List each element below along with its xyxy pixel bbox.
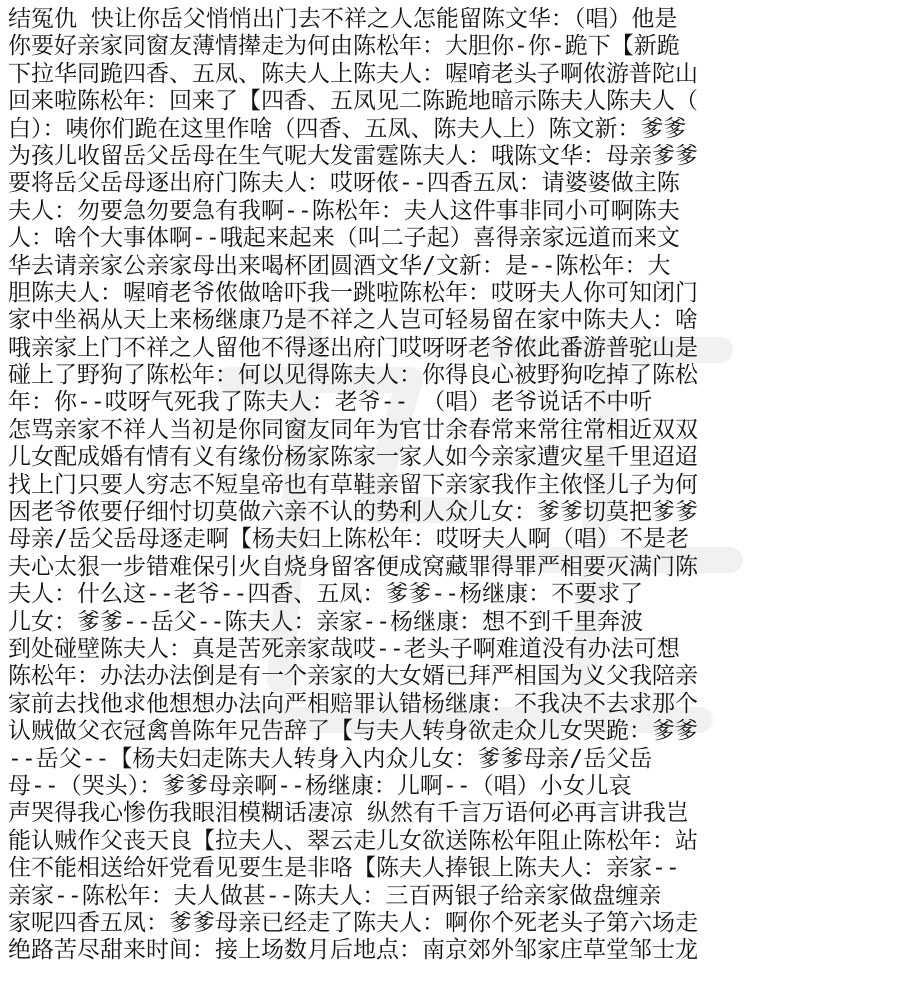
text-line: 家中坐祸从天上来杨继康乃是不祥之人岂可轻易留在家中陈夫人：啥	[8, 307, 698, 334]
text-line: 结冤仇 快让你岳父悄悄出门去不祥之人怎能留陈文华：（唱）他是	[8, 6, 678, 32]
text-line: 夫人：什么这--老爷--四香、五凤：爹爹--杨继康：不要求了	[8, 581, 644, 608]
text-line: 家呢四香五凤：爹爹母亲已经走了陈夫人：啊你个死老头子第六场走	[8, 909, 698, 936]
text-line: 母--（哭头）：爹爹母亲啊--杨继康：儿啊--（唱）小女儿哀	[8, 772, 632, 799]
text-line: 找上门只要人穷志不短皇帝也有草鞋亲留下亲家我作主侬怪儿子为何	[8, 471, 698, 498]
text-line: 碰上了野狗了陈松年：何以见得陈夫人：你得良心被野狗吃掉了陈松	[8, 362, 698, 389]
text-line: 住不能相送给奸党看见要生是非咯【陈夫人捧银上陈夫人：亲家--	[8, 855, 680, 882]
text-line: 年：你--哎呀气死我了陈夫人：老爷-- （唱）老爷说话不中听	[8, 389, 653, 416]
text-line: 为孩儿收留岳父岳母在生气呢大发雷霆陈夫人：哦陈文华：母亲爹爹	[8, 142, 698, 169]
text-line: 家前去找他求他想想办法向严相赔罪认错杨继康：不我决不去求那个	[8, 690, 698, 717]
script-text-block	[8, 6, 892, 965]
text-line: 夫人：勿要急勿要急有我啊--陈松年：夫人这件事非同小可啊陈夫	[8, 197, 680, 224]
text-line: 白）：咦你们跪在这里作啥（四香、五凤、陈夫人上）陈文新：爹爹	[8, 115, 687, 142]
text-line: 华去请亲家公亲家母出来喝杯团圆酒文华/文新：是--陈松年：大	[8, 252, 671, 279]
text-line: 夫心太狠一步错难保引火自烧身留客便成窝藏罪得罪严相要灭满门陈	[8, 553, 698, 580]
text-line: 你要好亲家同窗友薄情撵走为何由陈松年：大胆你-你-跪下【新跪	[8, 33, 680, 60]
text-line: 亲家--陈松年：夫人做甚--陈夫人：三百两银子给亲家做盘缠亲	[8, 882, 662, 909]
text-line: 怎骂亲家不祥人当初是你同窗友同年为官廿余春常来常往常相近双双	[8, 416, 698, 443]
text-line: 陈松年：办法办法倒是有一个亲家的大女婿已拜严相国为义父我陪亲	[8, 663, 698, 690]
text-line: 到处碰壁陈夫人：真是苦死亲家哉哎--老头子啊难道没有办法可想	[8, 635, 680, 662]
text-line: 回来啦陈松年：回来了【四香、五凤见二陈跪地暗示陈夫人陈夫人（	[8, 88, 698, 115]
text-line: 绝路苦尽甜来时间：接上场数月后地点：南京郊外邹家庄草堂邹士龙	[8, 937, 698, 964]
text-line: --岳父--【杨夫妇走陈夫人转身入内众儿女：爹爹母亲/岳父岳	[8, 745, 653, 772]
text-line: 儿女：爹爹--岳父--陈夫人：亲家--杨继康：想不到千里奔波	[8, 608, 644, 635]
text-line: 人：啥个大事体啊--哦起来起来（叫二子起）喜得亲家远道而来文	[8, 225, 680, 252]
text-line: 胆陈夫人：喔唷老爷侬做啥吓我一跳啦陈松年：哎呀夫人你可知闭门	[8, 279, 698, 306]
text-line: 声哭得我心惨伤我眼泪模糊话凄凉 纵然有千言万语何必再言讲我岂	[8, 800, 689, 827]
text-line: 下拉华同跪四香、五凤、陈夫人上陈夫人：喔唷老头子啊侬游普陀山	[8, 60, 698, 87]
text-line: 哦亲家上门不祥之人留他不得逐出府门哎呀呀老爷侬此番游普驼山是	[8, 334, 698, 361]
text-line: 认贼做父衣冠禽兽陈年兄告辞了【与夫人转身欲走众儿女哭跪：爹爹	[8, 718, 698, 745]
text-line: 要将岳父岳母逐出府门陈夫人：哎呀侬--四香五凤：请婆婆做主陈	[8, 170, 680, 197]
text-line: 儿女配成婚有情有义有缘份杨家陈家一家人如今亲家遭灾星千里迢迢	[8, 444, 698, 471]
text-line: 因老爷侬要仔细忖切莫做六亲不认的势利人众儿女：爹爹切莫把爹爹	[8, 499, 698, 526]
text-line: 能认贼作父丧天良【拉夫人、翠云走儿女欲送陈松年阻止陈松年：站	[8, 827, 698, 854]
text-line: 母亲/岳父岳母逐走啊【杨夫妇上陈松年：哎呀夫人啊（唱）不是老	[8, 526, 689, 553]
